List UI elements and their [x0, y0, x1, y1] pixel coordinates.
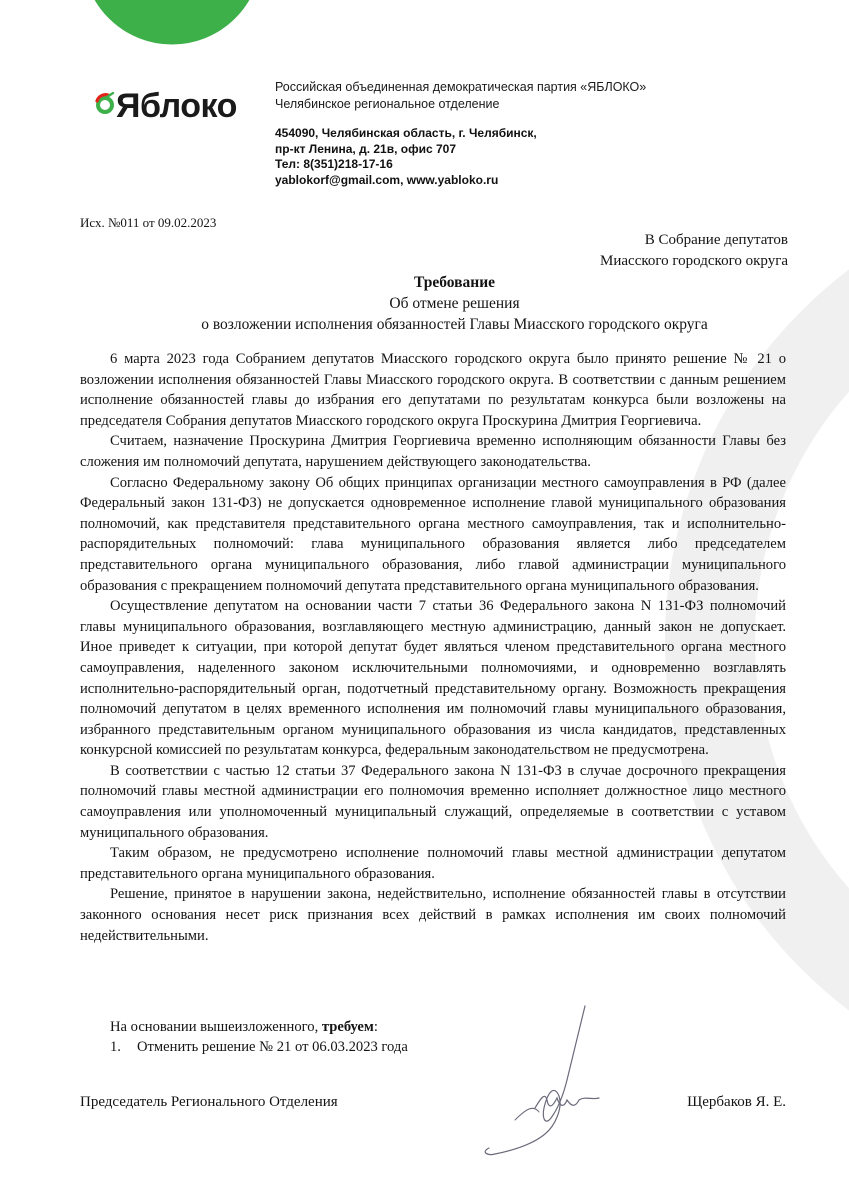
apple-logo-icon [94, 92, 118, 120]
title-line2: Об отмене решения [389, 295, 520, 312]
branch-name: Челябинское региональное отделение [275, 97, 500, 111]
signatory-name: Щербаков Я. Е. [687, 1094, 786, 1110]
paragraph: Решение, принятое в нарушении закона, недействительно, исполнение обязанностей главы в отсутствии законного основания несет риск признания всех действий в рамках исполнения им своих полномочий недействительными. [80, 886, 786, 944]
logo-wordmark: Яблоко [116, 86, 237, 125]
signatory-position: Председатель Регионального Отделения [80, 1094, 338, 1110]
letterhead-contacts [275, 126, 537, 188]
title-line3: о возложении исполнения обязанностей Главы Миасского городского округа [201, 316, 708, 333]
demand-suffix: : [373, 1019, 378, 1035]
address-line1: 454090, Челябинская область, г. Челябинск, [275, 126, 537, 140]
document-body [80, 349, 786, 946]
paragraph: В соответствии с частью 12 статьи 37 Федерального закона N 131-ФЗ в случае досрочного прекращения полномочий главы местной администрации его полномочия временно исполняет должностное лицо местного самоуправления или уполномоченный муниципальный служащий, определяемые в соответствии с уставом муниципального образования. [80, 762, 786, 841]
letterhead-organization [275, 79, 646, 113]
demand-prefix: На основании вышеизложенного, [110, 1019, 322, 1035]
brand-green-circle [110, 0, 234, 17]
address-line2: пр-кт Ленина, д. 21в, офис 707 [275, 141, 457, 156]
paragraph: Таким образом, не предусмотрено исполнение полномочий главы местной администрации депутатом представительного органа муниципального образования. [80, 845, 786, 882]
phone: Тел: 8(351)218-17-16 [275, 157, 393, 171]
document-title [0, 272, 849, 335]
demand-bold: требуем [321, 1019, 374, 1035]
reference-number: Исх. №011 от 09.02.2023 [80, 215, 217, 230]
recipient-line1: В Собрание депутатов [644, 232, 788, 248]
paragraph: Согласно Федеральному закону Об общих принципах организации местного самоуправления в РФ (далее Федеральный закон 131-ФЗ) не допускается одновременное исполнение главой муниципального образования полномочий, как представителя представительного органа местного самоуправления, так и исполнительно-распорядительных полномочий: глава муниципального образования является либо председателем представительного органа муниципального образования, либо главой администрации муниципального образования с прекращением полномочий депутата представительного органа муниципального образования. [80, 474, 786, 594]
list-text: Отменить решение № 21 от 06.03.2023 года [137, 1039, 408, 1055]
party-name: Российская объединенная демократическая партия «ЯБЛОКО» [275, 80, 647, 94]
demand-intro [110, 1017, 378, 1038]
paragraph: Считаем, назначение Проскурина Дмитрия Георгиевича временно исполняющим обязанности Главы без сложения им полномочий депутата, нарушением действующего законодательства. [80, 433, 786, 470]
handwritten-signature [475, 1000, 615, 1160]
recipient-block [600, 230, 788, 272]
contacts: yablokorf@gmail.com, www.yabloko.ru [275, 172, 499, 187]
list-number: 1. [110, 1039, 121, 1055]
demand-list-item [110, 1037, 408, 1058]
title-heading: Требование [413, 274, 496, 291]
paragraph: Осуществление депутатом на основании части 7 статьи 36 Федерального закона N 131-ФЗ полномочий главы муниципального образования, возглавляющего местную администрацию, данный закон не допускает. Иное приведет к ситуации, при которой депутат будет являться членом представительного органа местного самоуправления, наделенного законом исключительными полномочиями, и одновременно возглавлять исполнительно-распорядительный орган, подотчетный представительному органу. Возможность прекращения полномочий депутатом в целях временного исполнения им полномочий главы муниципального образования, избранного представительным органом муниципального образования из числа кандидатов, представленных конкурсной комиссией по результатам конкурса, федеральным законодательством не предусмотрена. [80, 598, 786, 759]
paragraph: 6 марта 2023 года Собранием депутатов Миасского городского округа было принято решение № 21 о возложении исполнения обязанностей Главы Миасского городского округа. В соответствии с данным решением исполнение обязанностей главы до избрания его депутатами по результатам конкурса были возложены на председателя Собрания депутатов Миасского городского округа Проскурина Дмитрия Георгиевича. [80, 351, 786, 429]
recipient-line2: Миасского городского округа [600, 253, 788, 269]
yabloko-logo [94, 86, 237, 126]
